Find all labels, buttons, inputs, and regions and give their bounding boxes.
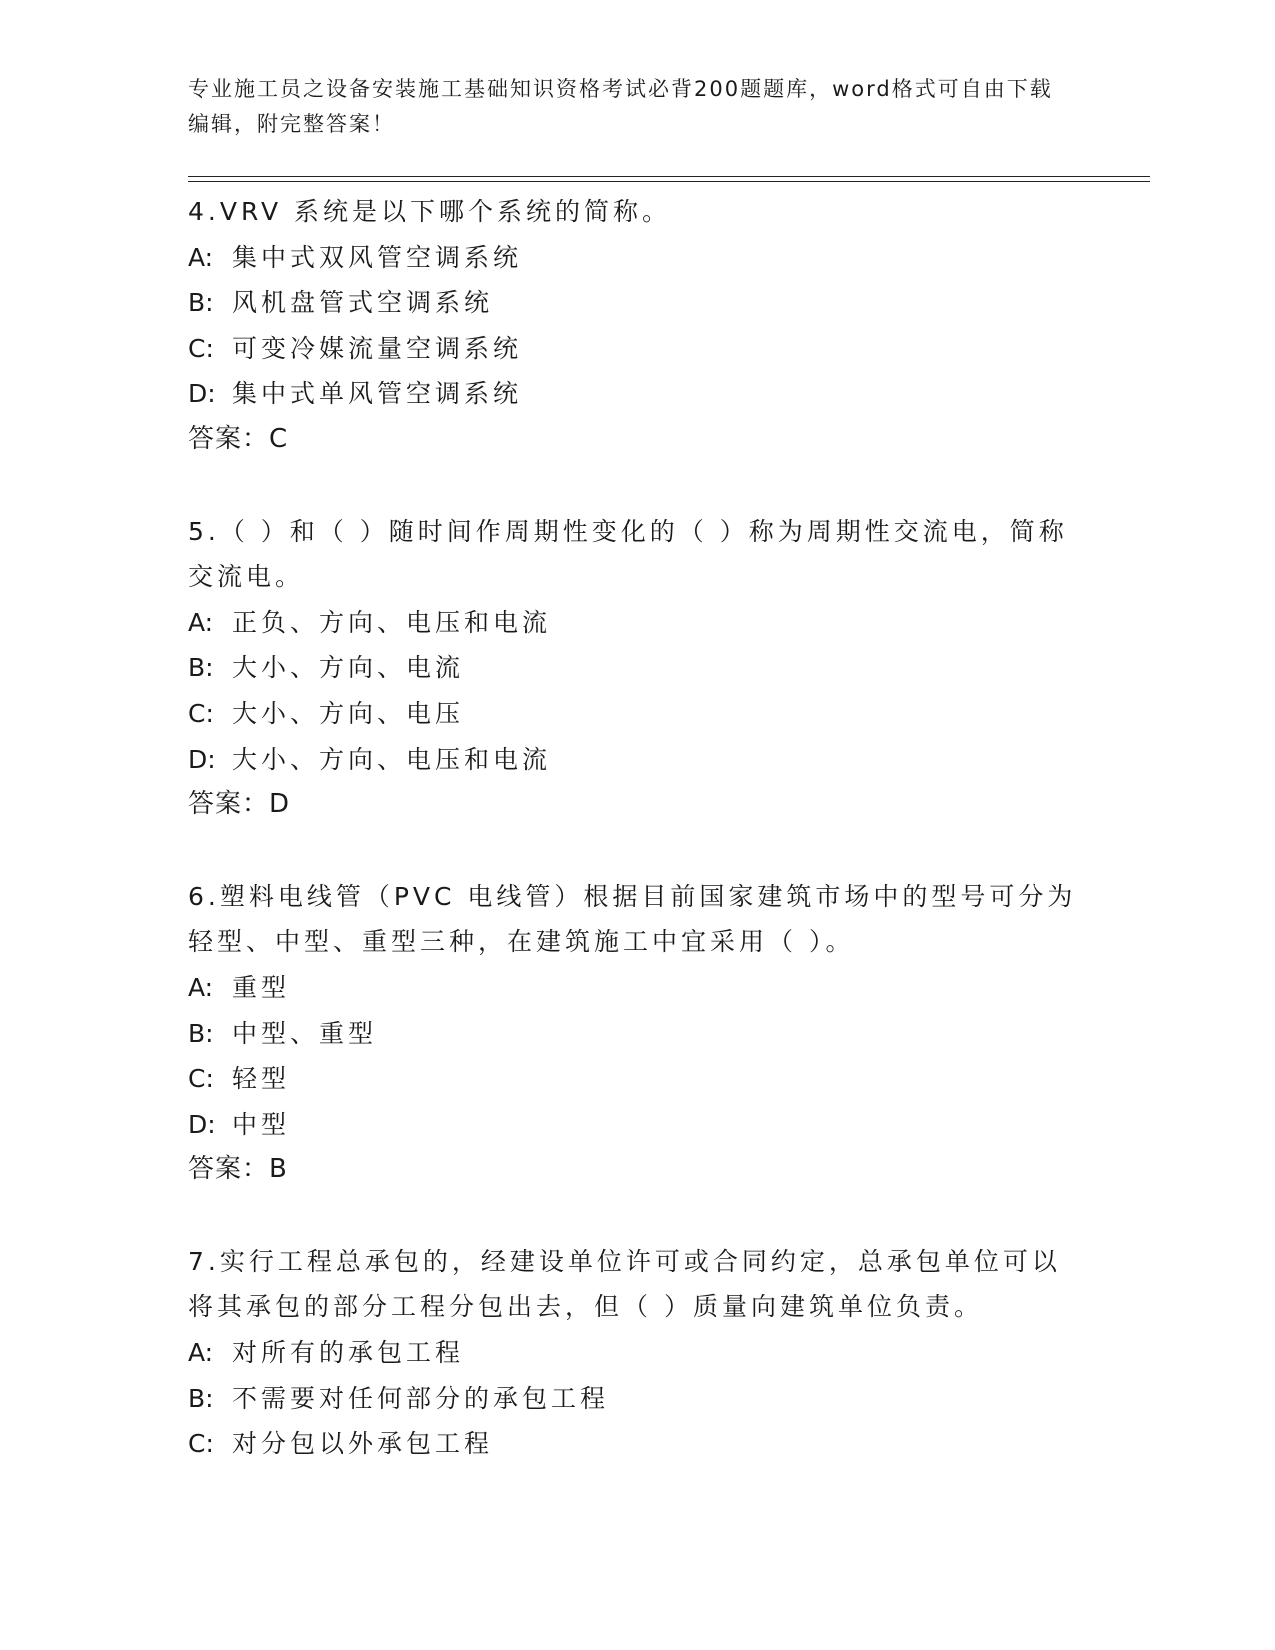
option-letter: A:	[188, 607, 214, 637]
answer-line	[188, 417, 1088, 463]
option-letter: D:	[188, 744, 216, 774]
question-list	[188, 189, 1088, 1513]
answer-value: C	[269, 423, 289, 454]
option-c	[188, 1056, 1088, 1102]
option-letter: C:	[188, 333, 214, 363]
option-d	[188, 737, 1088, 783]
option-letter: D:	[188, 379, 216, 409]
option-letter: C:	[188, 1064, 214, 1094]
option-text: 对分包以外承包工程	[232, 1429, 494, 1459]
option-letter: A:	[188, 1338, 214, 1368]
option-text: 正负、方向、电压和电流	[232, 607, 552, 637]
option-d	[188, 371, 1088, 417]
option-b	[188, 1376, 1088, 1422]
question-item	[188, 509, 1088, 828]
answer-label: 答案：	[188, 789, 270, 820]
question-item	[188, 1239, 1088, 1467]
answer-label: 答案：	[188, 423, 270, 454]
option-letter: B:	[188, 653, 214, 683]
option-b	[188, 1011, 1088, 1057]
option-letter: B:	[188, 288, 214, 318]
option-letter: C:	[188, 1429, 214, 1459]
option-text: 大小、方向、电流	[232, 653, 465, 683]
option-letter: B:	[188, 1018, 214, 1048]
option-letter: D:	[188, 1109, 216, 1139]
answer-line	[188, 782, 1088, 828]
question-item	[188, 874, 1088, 1193]
option-a	[188, 965, 1088, 1011]
option-text: 集中式双风管空调系统	[232, 242, 523, 272]
option-text: 重型	[232, 972, 291, 1002]
answer-value: D	[269, 789, 291, 820]
answer-line	[188, 1147, 1088, 1193]
option-text: 不需要对任何部分的承包工程	[232, 1383, 610, 1413]
option-a	[188, 1330, 1088, 1376]
option-text: 风机盘管式空调系统	[232, 288, 494, 318]
question-text: 6.塑料电线管（PVC 电线管）根据目前国家建筑市场中的型号可分为轻型、中型、重型三种，在建筑施工中宜采用（ ）。	[188, 881, 1077, 957]
document-intro: 专业施工员之设备安装施工基础知识资格考试必背200题题库，word格式可自由下载编辑，附完整答案！	[188, 77, 1053, 136]
answer-label: 答案：	[188, 1154, 270, 1185]
option-text: 轻型	[232, 1064, 291, 1094]
option-b	[188, 645, 1088, 691]
question-text: 7.实行工程总承包的，经建设单位许可或合同约定，总承包单位可以将其承包的部分工程分包出去，但（ ）质量向建筑单位负责。	[188, 1246, 1061, 1322]
option-letter: A:	[188, 972, 214, 1002]
option-c	[188, 691, 1088, 737]
option-c	[188, 1421, 1088, 1467]
option-text: 大小、方向、电压	[232, 698, 465, 728]
option-d	[188, 1102, 1088, 1148]
option-text: 中型	[232, 1109, 291, 1139]
header-divider-bottom	[188, 181, 1150, 182]
header-divider-top	[188, 176, 1150, 177]
option-c	[188, 326, 1088, 372]
option-text: 大小、方向、电压和电流	[232, 744, 552, 774]
option-letter: A:	[188, 242, 214, 272]
question-item	[188, 189, 1088, 463]
question-text: 5.（ ）和（ ）随时间作周期性变化的（ ）称为周期性交流电，简称交流电。	[188, 516, 1068, 592]
option-text: 对所有的承包工程	[232, 1338, 465, 1368]
question-text: 4.VRV 系统是以下哪个系统的简称。	[188, 197, 672, 226]
option-letter: C:	[188, 698, 214, 728]
option-text: 可变冷媒流量空调系统	[232, 333, 523, 363]
option-letter: B:	[188, 1383, 214, 1413]
option-text: 集中式单风管空调系统	[232, 379, 523, 409]
option-b	[188, 280, 1088, 326]
option-a	[188, 235, 1088, 281]
option-text: 中型、重型	[232, 1018, 378, 1048]
answer-value: B	[269, 1154, 288, 1185]
option-a	[188, 600, 1088, 646]
